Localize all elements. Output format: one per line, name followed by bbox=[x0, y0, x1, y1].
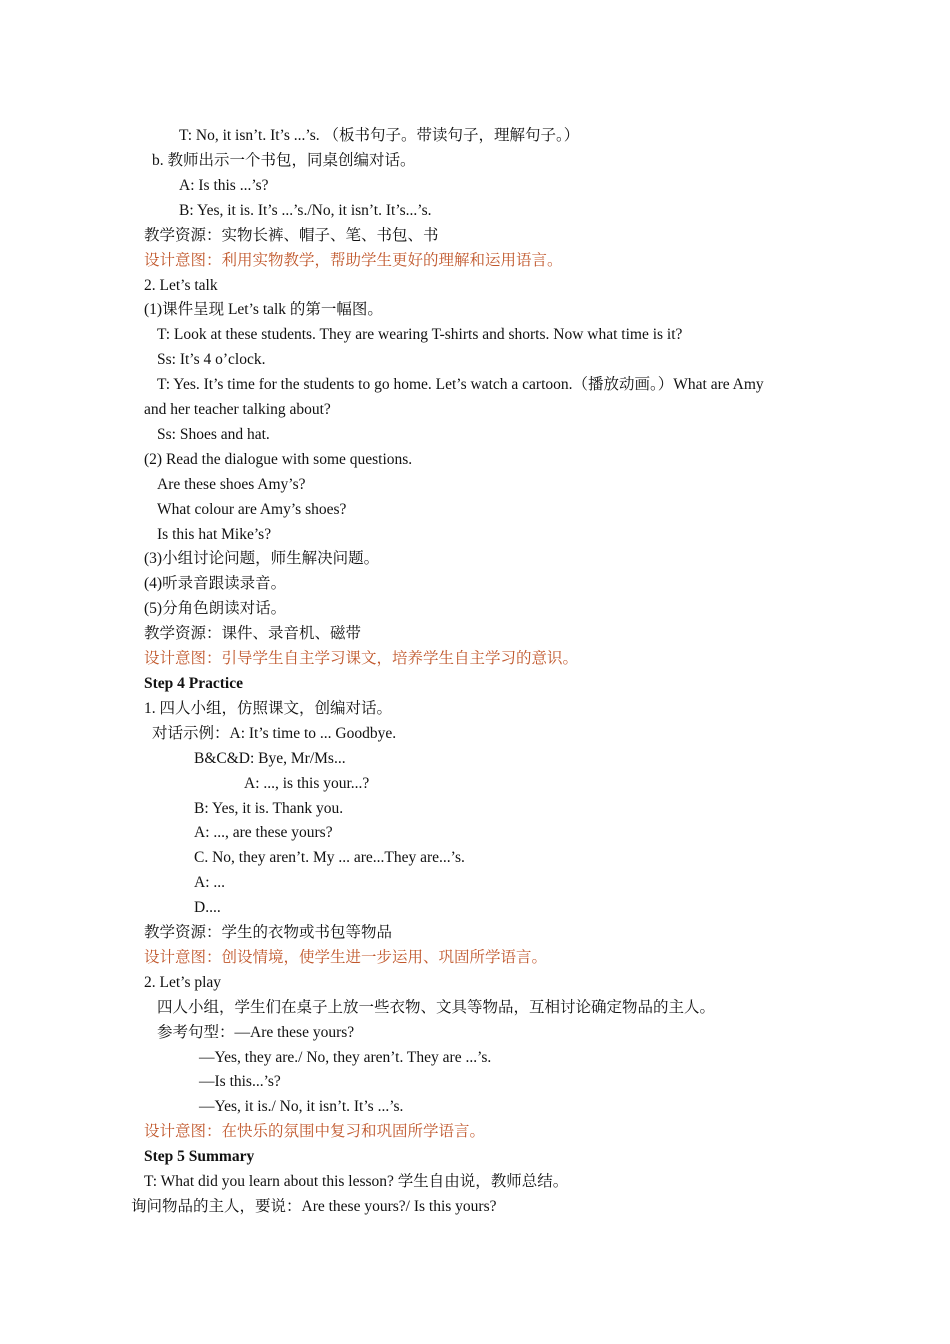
section-heading: 2. Let’s play bbox=[144, 974, 222, 991]
text-line: 询问物品的主人，要说：Are these yours?/ Is this yours? bbox=[131, 1198, 497, 1215]
text-line: A: ..., is this your...? bbox=[244, 775, 370, 792]
text-line: D.... bbox=[194, 899, 221, 916]
design-intent: 设计意图：引导学生自主学习课文，培养学生自主学习的意识。 bbox=[144, 650, 579, 667]
text-line: (5)分角色朗读对话。 bbox=[144, 600, 287, 617]
text-line: A: ..., are these yours? bbox=[194, 824, 333, 841]
design-intent: 设计意图：利用实物教学，帮助学生更好的理解和运用语言。 bbox=[144, 252, 563, 269]
section-heading: 2. Let’s talk bbox=[144, 277, 218, 294]
text-line: C. No, they aren’t. My ... are...They are...’s. bbox=[194, 849, 465, 866]
text-line: 参考句型：—Are these yours? bbox=[157, 1024, 355, 1041]
text-line: b. 教师出示一个书包，同桌创编对话。 bbox=[152, 152, 416, 169]
text-line: (1)课件呈现 Let’s talk 的第一幅图。 bbox=[144, 301, 383, 318]
text-line: —Is this...’s? bbox=[199, 1073, 281, 1090]
design-intent: 设计意图：创设情境，使学生进一步运用、巩固所学语言。 bbox=[144, 949, 548, 966]
text-line: Ss: Shoes and hat. bbox=[157, 426, 270, 443]
text-line: 四人小组，学生们在桌子上放一些衣物、文具等物品，互相讨论确定物品的主人。 bbox=[157, 999, 716, 1016]
text-line: —Yes, they are./ No, they aren’t. They are ...’s. bbox=[199, 1049, 492, 1066]
text-line: Are these shoes Amy’s? bbox=[157, 476, 306, 493]
text-line: Is this hat Mike’s? bbox=[157, 526, 272, 543]
text-line: B: Yes, it is. Thank you. bbox=[194, 800, 344, 817]
text-line: B&C&D: Bye, Mr/Ms... bbox=[194, 750, 346, 767]
text-line: 对话示例：A: It’s time to ... Goodbye. bbox=[152, 725, 397, 742]
text-line: 1. 四人小组，仿照课文，创编对话。 bbox=[144, 700, 393, 717]
text-line: A: Is this ...’s? bbox=[179, 177, 269, 194]
text-line: B: Yes, it is. It’s ...’s./No, it isn’t. It’s...’s. bbox=[179, 202, 432, 219]
text-line: (2) Read the dialogue with some questions. bbox=[144, 451, 413, 468]
text-line: (4)听录音跟读录音。 bbox=[144, 575, 287, 592]
text-line: T: Look at these students. They are wearing T-shirts and shorts. Now what time is it? bbox=[157, 326, 683, 343]
text-line: A: ... bbox=[194, 874, 225, 891]
text-line: Ss: It’s 4 o’clock. bbox=[157, 351, 266, 368]
teaching-resources: 教学资源：学生的衣物或书包等物品 bbox=[144, 924, 393, 941]
teaching-resources: 教学资源：课件、录音机、磁带 bbox=[144, 625, 362, 642]
text-line: (3)小组讨论问题，师生解决问题。 bbox=[144, 550, 380, 567]
step-heading: Step 4 Practice bbox=[144, 675, 243, 692]
text-line: —Yes, it is./ No, it isn’t. It’s ...’s. bbox=[199, 1098, 404, 1115]
text-line: What colour are Amy’s shoes? bbox=[157, 501, 347, 518]
design-intent: 设计意图：在快乐的氛围中复习和巩固所学语言。 bbox=[144, 1123, 486, 1140]
text-line: T: No, it isn’t. It’s ...’s. （板书句子。带读句子，理解句子。） bbox=[179, 127, 580, 144]
text-line: T: Yes. It’s time for the students to go home. Let’s watch a cartoon.（播放动画。）What are Amy bbox=[157, 376, 764, 393]
teaching-resources: 教学资源：实物长裤、帽子、笔、书包、书 bbox=[144, 227, 439, 244]
text-line: T: What did you learn about this lesson? 学生自由说，教师总结。 bbox=[144, 1173, 569, 1190]
step-heading: Step 5 Summary bbox=[144, 1148, 255, 1165]
text-line: and her teacher talking about? bbox=[144, 401, 331, 418]
